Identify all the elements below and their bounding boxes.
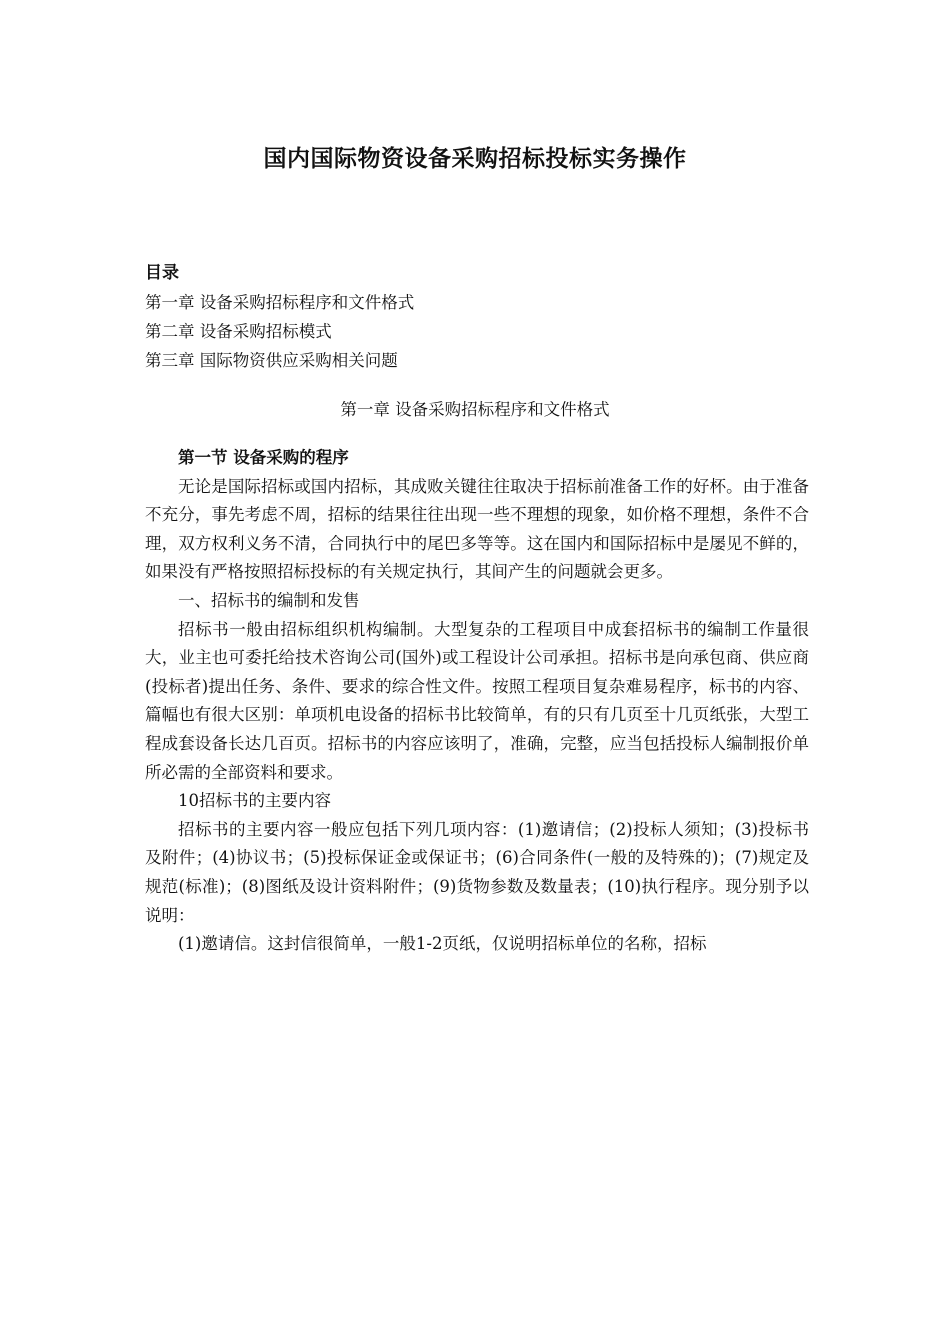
section-title: 第一节 设备采购的程序	[178, 448, 349, 467]
paragraph: 无论是国际招标或国内招标，其成败关键往往取决于招标前准备工作的好杯。由于准备不充分，事先考虑不周，招标的结果往往出现一些不理想的现象，如价格不理想，条件不合理，双方权利义务不清，合同执行中的尾巴多等等。这在国内和国际招标中是屡见不鲜的，如果没有严格按照招标投标的有关规定执行，其间产生的问题就会更多。	[145, 476, 809, 582]
paragraph: (1)邀请信。这封信很简单，一般1-2页纸，仅说明招标单位的名称，招标	[178, 934, 707, 954]
table-of-contents	[145, 259, 825, 375]
document-title: 国内国际物资设备采购招标投标实务操作	[263, 146, 687, 172]
toc-item-chapter-2[interactable]: 第二章 设备采购招标模式	[145, 322, 332, 341]
toc-item-chapter-3[interactable]: 第三章 国际物资供应采购相关问题	[145, 351, 398, 370]
subsection-heading: 一、招标书的编制和发售	[178, 590, 360, 610]
subsection-heading: 10招标书的主要内容	[178, 791, 331, 811]
paragraph: 招标书的主要内容一般应包括下列几项内容：(1)邀请信；(2)投标人须知；(3)投标书及附件；(4)协议书；(5)投标保证金或保证书；(6)合同条件(一般的及特殊的)；(7)规定及规范(标准)；(8)图纸及设计资料附件；(9)货物参数及数量表；(10)执行程序。现分别予以说明：	[145, 819, 809, 925]
chapter-title: 第一章 设备采购招标程序和文件格式	[340, 400, 610, 419]
toc-item-chapter-1[interactable]: 第一章 设备采购招标程序和文件格式	[145, 293, 415, 312]
paragraph: 招标书一般由招标组织机构编制。大型复杂的工程项目中成套招标书的编制工作量很大，业主也可委托给技术咨询公司(国外)或工程设计公司承担。招标书是向承包商、供应商(投标者)提出任务、条件、要求的综合性文件。按照工程项目复杂难易程序，标书的内容、篇幅也有很大区别：单项机电设备的招标书比较简单，有的只有几页至十几页纸张，大型工程成套设备长达几百页。招标书的内容应该明了，准确，完整，应当包括投标人编制报价单所必需的全部资料和要求。	[145, 619, 809, 782]
chapter-body	[145, 444, 809, 959]
toc-heading: 目录	[145, 263, 179, 283]
